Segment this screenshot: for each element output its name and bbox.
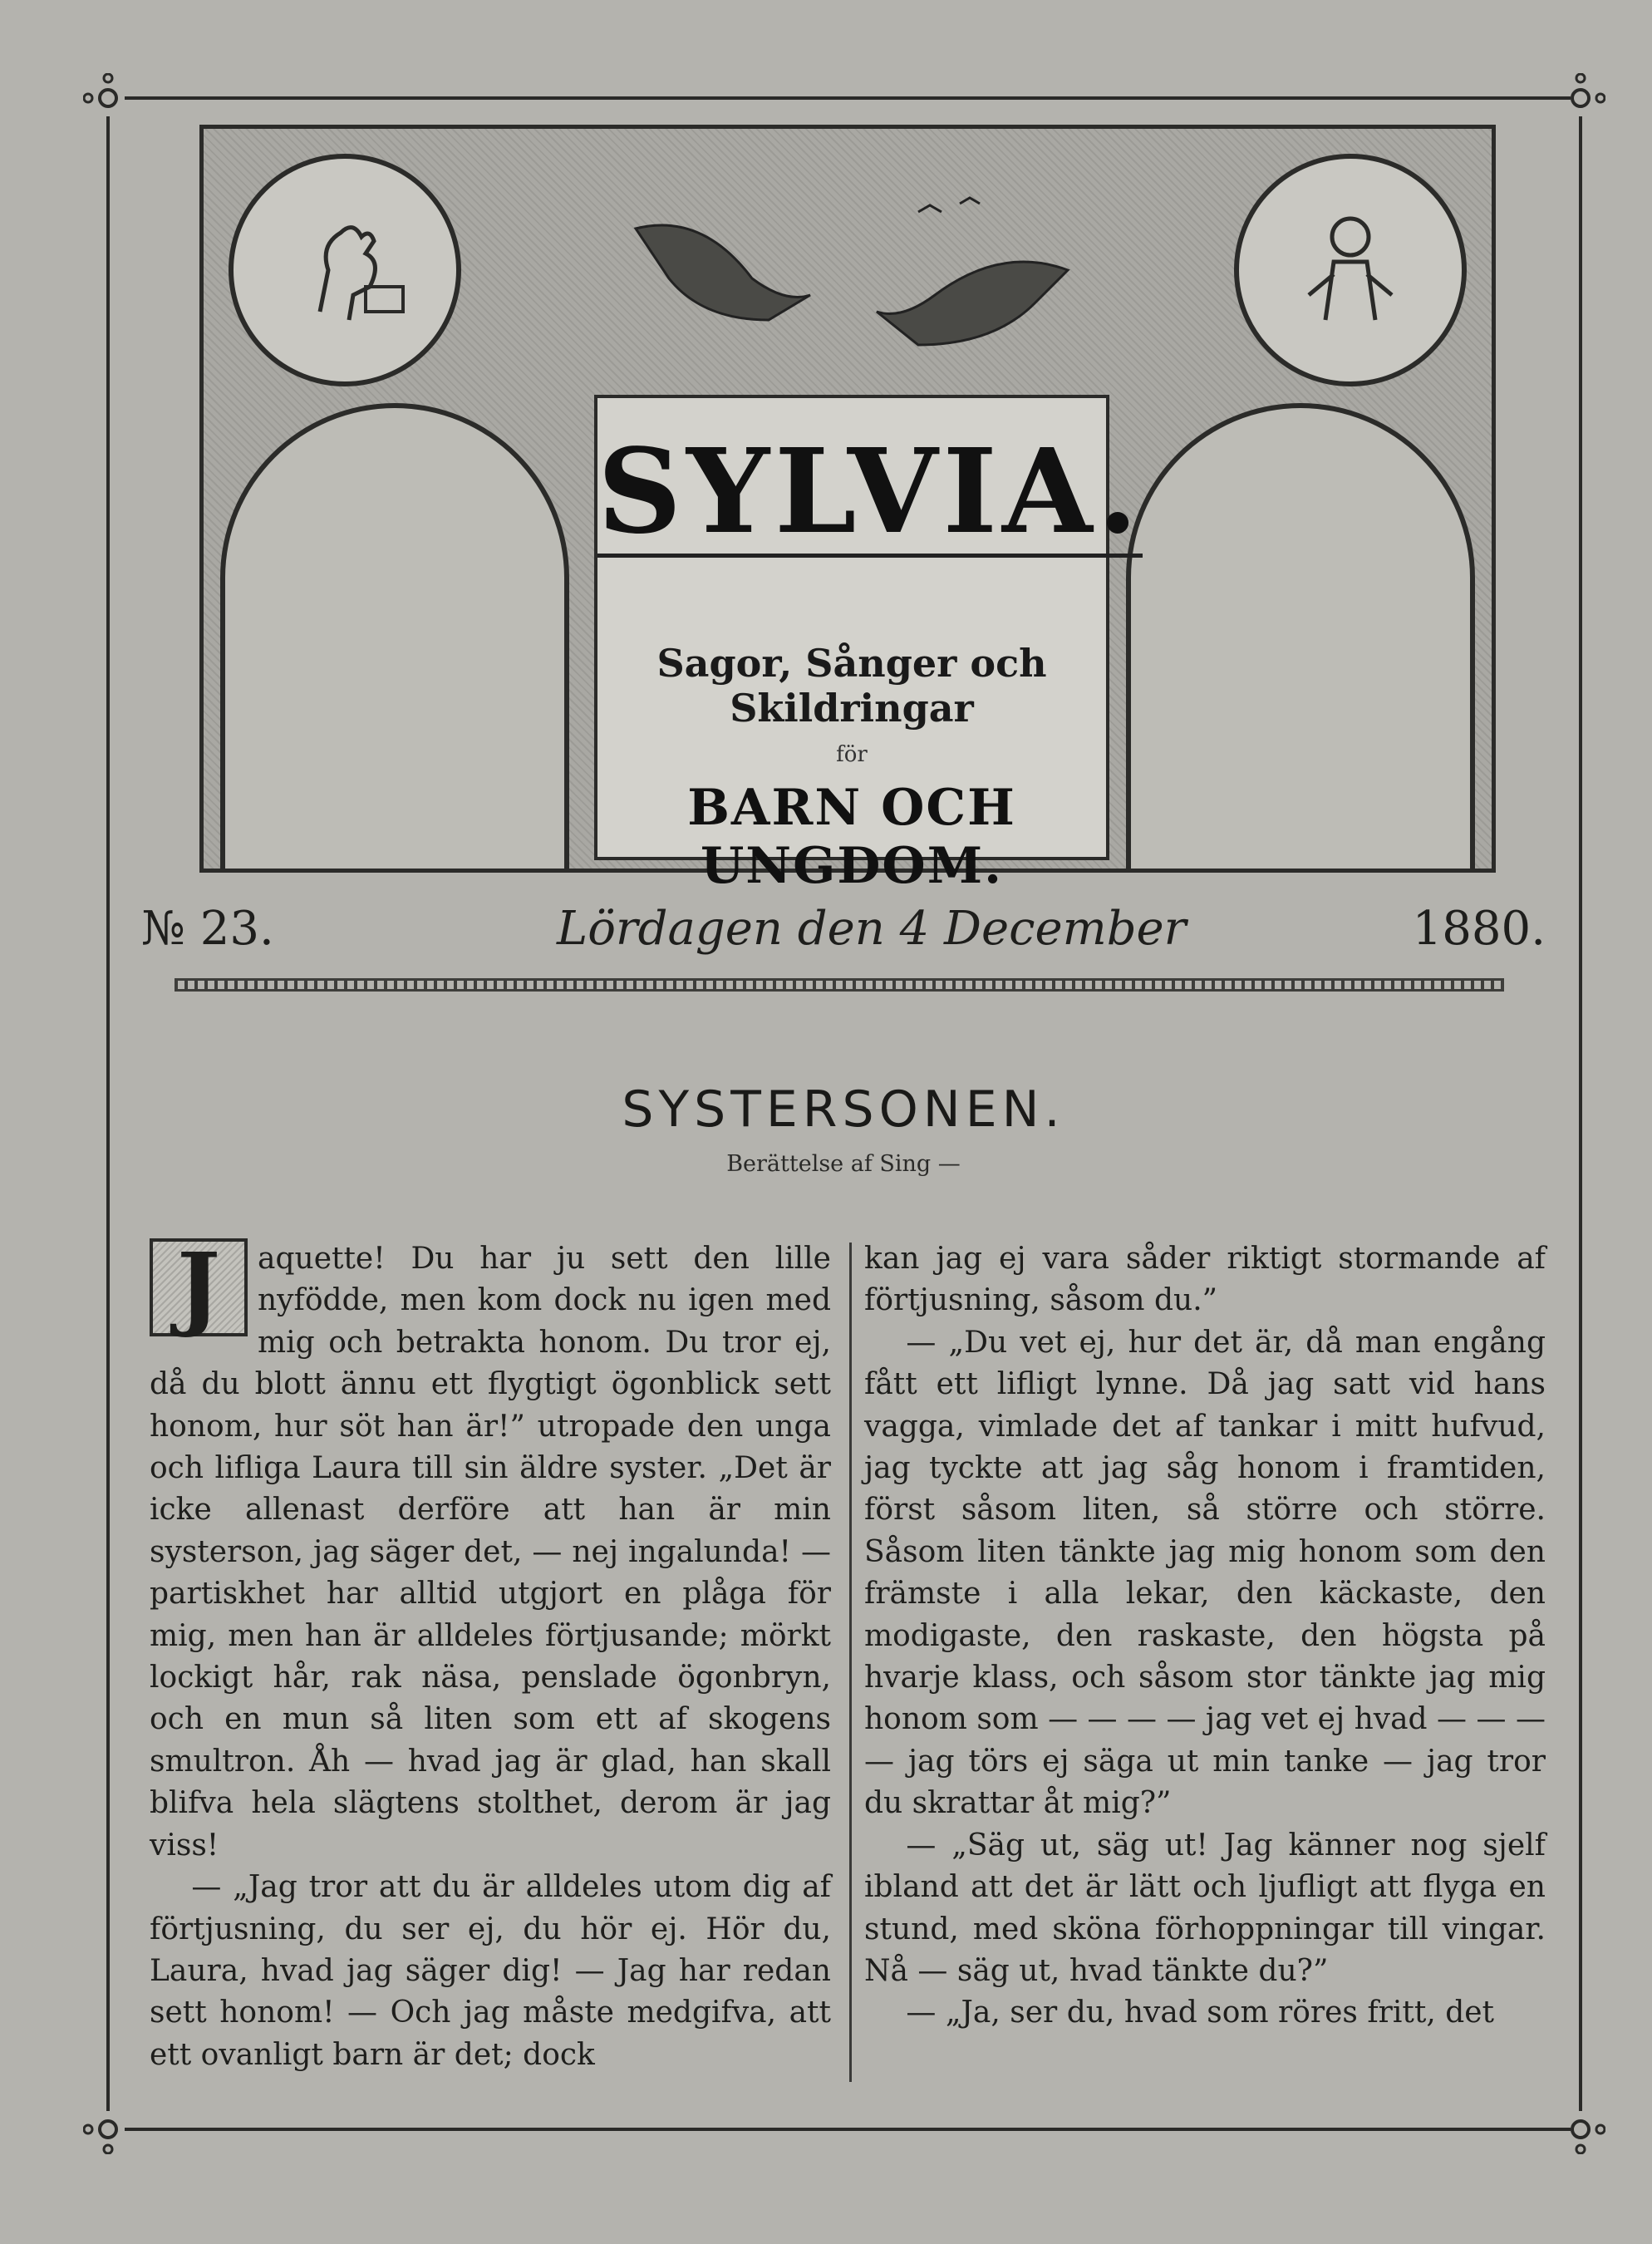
- paragraph: — „Du vet ej, hur det är, då man engång fått ett lifligt lynne. Då jag satt vid hans vagga, vimlade det af tankar i mitt hufvud, jag tyckte att jag såg honom i framtiden, först såsom liten, så större och större. Såsom liten tänkte jag mig honom som den främste i alla lekar, den käckaste, den modigaste, den raskaste, den högsta på hvarje klass, och såsom stor tänkte jag mig honom som — — — — jag vet ej hvad — — — — jag törs ej säga ut min tanke — jag tror du skrattar åt mig?”: [864, 1325, 1546, 1821]
- rooster-icon: [270, 195, 420, 345]
- issue-line: [141, 902, 1546, 968]
- boy-medallion: [1234, 154, 1467, 386]
- column-divider: [849, 1243, 852, 2082]
- paragraph: [150, 1233, 831, 1867]
- title-banner: [594, 395, 1143, 895]
- drop-cap: J: [150, 1238, 248, 1336]
- corner-ornament-icon: [1556, 73, 1605, 123]
- ornamental-rule: [175, 978, 1504, 992]
- issue-year: 1880.: [1412, 902, 1546, 956]
- frame-top: [125, 96, 1571, 100]
- masthead-subtitle: Sagor, Sånger och Skildringar: [656, 641, 1047, 731]
- paragraph: — „Jag tror att du är alldeles utom dig af förtjusning, du ser ej, du hör ej. Hör du, Laura, hvad jag säger dig! — Jag har redan sett honom! — Och jag måste medgifva, att ett ovanligt barn är det; dock: [150, 1870, 831, 2072]
- article-title: SYSTERSONEN.: [622, 1080, 1065, 1139]
- corner-ornament-icon: [83, 2104, 133, 2154]
- rooster-medallion: [229, 154, 461, 386]
- left-column: [150, 1233, 831, 2076]
- grandfather-scene: [1126, 403, 1475, 869]
- masthead-for: för: [836, 742, 868, 767]
- frame-bottom: [125, 2128, 1571, 2131]
- masthead: [199, 125, 1496, 895]
- spinning-scene: [220, 403, 569, 869]
- paragraph: — „Säg ut, säg ut! Jag känner nog sjelf ibland att det är lätt och ljufligt att flyga en stund, med sköna förhoppningar till vingar. Nå — säg ut, hvad tänkte du?”: [864, 1828, 1546, 1988]
- paragraph-text: aquette! Du har ju sett den lille nyfödde, men kom dock nu igen med mig och betrakta honom. Du tror ej, då du blott ännu ett flygtigt ögonblick sett honom, hur söt han är!” utropade den unga och lifliga Laura till sin äldre syster. „Det är icke allenast derföre att han är min systerson, jag säger det, — nej ingalunda! — partiskhet har alltid utgjort en plåga för mig, men han är alldeles förtjusande; mörkt lockigt hår, rak näsa, penslade ögonbryn, och en mun så liten som ett af skogens smultron. Åh — hvad jag är glad, han skall blifva hela slägtens stolthet, derom är jag viss!: [150, 1242, 831, 1863]
- birds-icon: [602, 179, 1101, 362]
- masthead-audience: BARN OCH UNGDOM.: [687, 779, 1016, 895]
- boy-icon: [1276, 195, 1425, 345]
- paragraph: kan jag ej vara såder riktigt stormande af förtjusning, såsom du.”: [864, 1242, 1546, 1318]
- issue-date: Lördagen den 4 December: [557, 902, 1187, 956]
- article-byline: Berättelse af Sing —: [726, 1151, 961, 1177]
- right-column: [864, 1238, 1546, 2035]
- masthead-title: SYLVIA.: [597, 424, 1143, 560]
- issue-number: № 23.: [141, 902, 274, 956]
- corner-ornament-icon: [1556, 2104, 1605, 2154]
- corner-ornament-icon: [83, 73, 133, 123]
- paragraph: — „Ja, ser du, hvad som röres fritt, det: [906, 1995, 1495, 2030]
